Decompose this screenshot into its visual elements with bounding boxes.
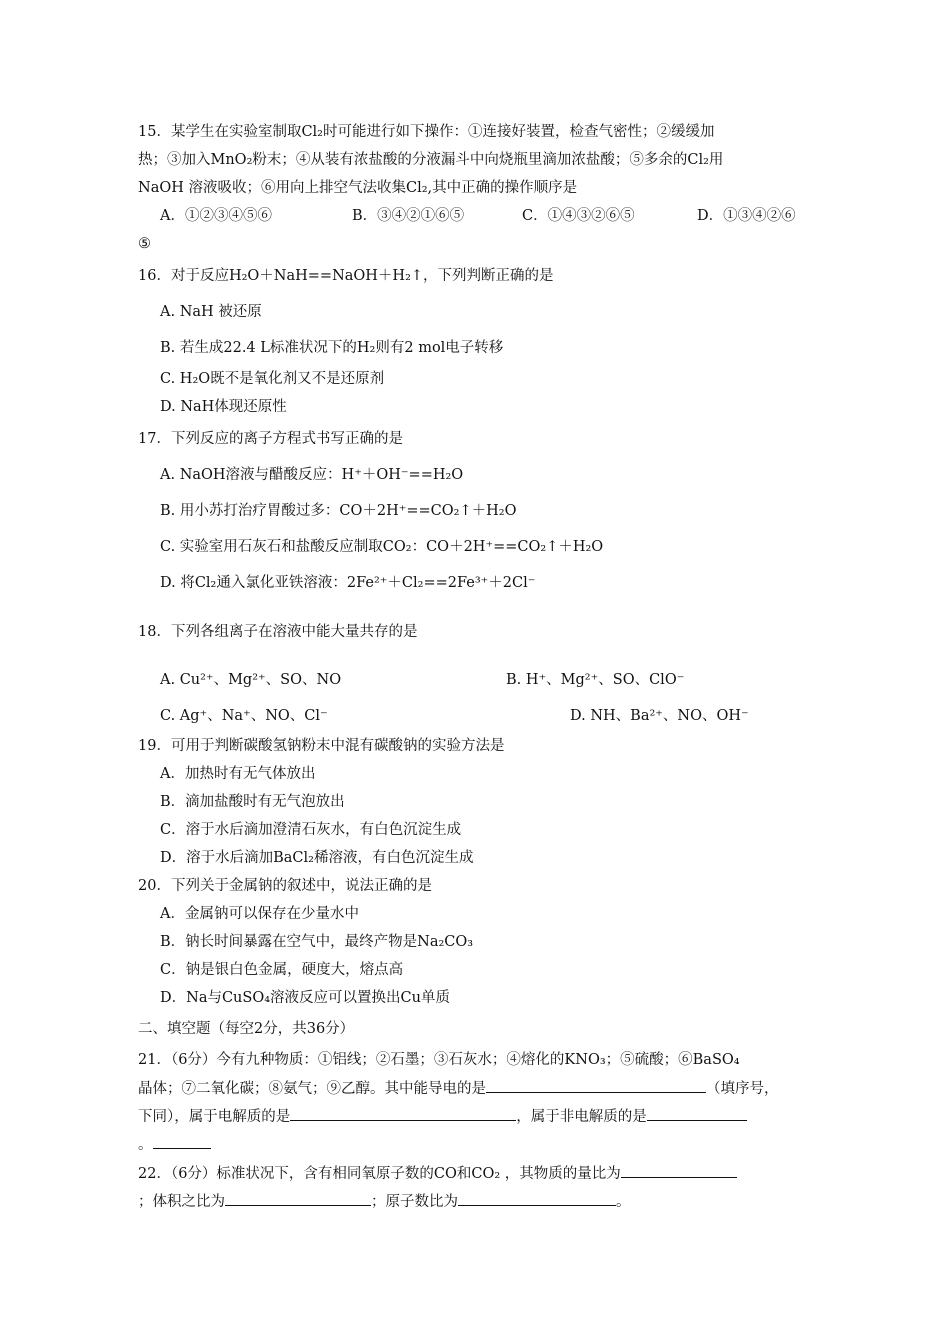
q21-blank-continued xyxy=(153,1134,211,1149)
q21-stem-line3 xyxy=(138,1106,747,1127)
q17-stem: 17．下列反应的离子方程式书写正确的是 xyxy=(138,431,403,447)
q16-option-d: D. NaH体现还原性 xyxy=(160,399,287,415)
q15-stem-line2: 热；③加入MnO₂粉末；④从装有浓盐酸的分液漏斗中向烧瓶里滴加浓盐酸；⑤多余的Cl₂用 xyxy=(138,152,724,168)
q17-option-b: B. 用小苏打治疗胃酸过多：CO＋2H⁺==CO₂↑＋H₂O xyxy=(160,503,517,519)
q19-option-a: A．加热时有无气体放出 xyxy=(160,766,316,782)
q19-option-c: C．溶于水后滴加澄清石灰水，有白色沉淀生成 xyxy=(160,822,462,838)
q16-option-a: A. NaH 被还原 xyxy=(160,304,262,320)
q21-line2-text: 晶体；⑦二氧化碳；⑧氨气；⑨乙醇。其中能导电的是 xyxy=(138,1081,486,1097)
q17-option-c: C. 实验室用石灰石和盐酸反应制取CO₂：CO＋2H⁺==CO₂↑＋H₂O xyxy=(160,539,604,555)
q17-option-d: D. 将Cl₂通入氯化亚铁溶液：2Fe²⁺＋Cl₂==2Fe³⁺＋2Cl⁻ xyxy=(160,575,536,591)
q19-stem: 19．可用于判断碳酸氢钠粉末中混有碳酸钠的实验方法是 xyxy=(138,738,505,754)
q21-stem-line1: 21．（6分）今有九种物质：①铝线；②石墨；③石灰水；④熔化的KNO₃；⑤硫酸；⑥BaSO₄ xyxy=(138,1052,740,1068)
q21-line3-mid: ，属于非电解质的是 xyxy=(516,1109,647,1125)
q18-option-c: C. Ag⁺、Na⁺、NO、Cl⁻ xyxy=(160,708,328,724)
q21-stem-line4 xyxy=(138,1134,211,1155)
q17-option-a: A. NaOH溶液与醋酸反应：H⁺＋OH⁻==H₂O xyxy=(160,467,464,483)
q19-option-b: B．滴加盐酸时有无气泡放出 xyxy=(160,794,345,810)
q18-stem: 18．下列各组离子在溶液中能大量共存的是 xyxy=(138,624,418,640)
q15-stem-line3: NaOH 溶液吸收；⑥用向上排空气法收集Cl₂,其中正确的操作顺序是 xyxy=(138,180,578,196)
q21-blank-conductors[interactable] xyxy=(486,1078,706,1093)
q21-line2-suffix: （填序号， xyxy=(706,1081,779,1097)
q15-stem-line1: 15．某学生在实验室制取Cl₂时可能进行如下操作：①连接好装置，检查气密性；②缓缓加 xyxy=(138,124,715,140)
q15-option-b: B．③④②①⑥⑤ xyxy=(352,208,465,224)
q22-blank-atom-ratio[interactable] xyxy=(458,1191,616,1206)
q16-option-c: C. H₂O既不是氧化剂又不是还原剂 xyxy=(160,371,385,387)
q18-option-b: B. H⁺、Mg²⁺、SO、ClO⁻ xyxy=(506,672,685,688)
q20-option-b: B．钠长时间暴露在空气中，最终产物是Na₂CO₃ xyxy=(160,934,474,950)
q16-option-b: B. 若生成22.4 L标准状况下的H₂则有2 mol电子转移 xyxy=(160,340,504,356)
q21-stem-line2 xyxy=(138,1078,779,1099)
q22-blank-mole-ratio[interactable] xyxy=(621,1163,737,1178)
q21-blank-nonelectrolytes[interactable] xyxy=(647,1106,747,1121)
q15-option-d-continued: ⑤ xyxy=(138,236,151,252)
q20-option-c: C．钠是银白色金属，硬度大，熔点高 xyxy=(160,962,404,978)
q21-line4-text: 。 xyxy=(138,1137,153,1153)
q20-option-d: D．Na与CuSO₄溶液反应可以置换出Cu单质 xyxy=(160,990,450,1006)
q18-option-d: D. NH、Ba²⁺、NO、OH⁻ xyxy=(570,708,749,724)
q22-blank-volume-ratio[interactable] xyxy=(225,1191,371,1206)
q15-option-a: A．①②③④⑤⑥ xyxy=(160,208,272,224)
q19-option-d: D．溶于水后滴加BaCl₂稀溶液，有白色沉淀生成 xyxy=(160,850,474,866)
q20-option-a: A．金属钠可以保存在少量水中 xyxy=(160,906,359,922)
q16-stem: 16．对于反应H₂O＋NaH==NaOH＋H₂↑，下列判断正确的是 xyxy=(138,268,554,284)
q22-line2-end: 。 xyxy=(616,1194,631,1210)
q18-option-a: A. Cu²⁺、Mg²⁺、SO、NO xyxy=(160,672,342,688)
q15-option-c: C．①④③②⑥⑤ xyxy=(522,208,635,224)
q22-stem-line1 xyxy=(138,1163,737,1184)
q22-line2-mid: ；原子数比为 xyxy=(371,1194,458,1210)
q21-blank-electrolytes[interactable] xyxy=(290,1106,516,1121)
q20-stem: 20．下列关于金属钠的叙述中，说法正确的是 xyxy=(138,878,432,894)
q21-line3-text: 下同），属于电解质的是 xyxy=(138,1109,291,1125)
q22-stem-line2 xyxy=(138,1191,631,1212)
q22-line2-text: ；体积之比为 xyxy=(138,1194,225,1210)
q22-line1-text: 22．（6分）标准状况下，含有相同氧原子数的CO和CO₂ ，其物质的量比为 xyxy=(138,1166,621,1182)
q15-option-d: D．①③④②⑥ xyxy=(697,208,796,224)
section-heading-fill-in: 二、填空题（每空2分，共36分） xyxy=(138,1021,355,1037)
